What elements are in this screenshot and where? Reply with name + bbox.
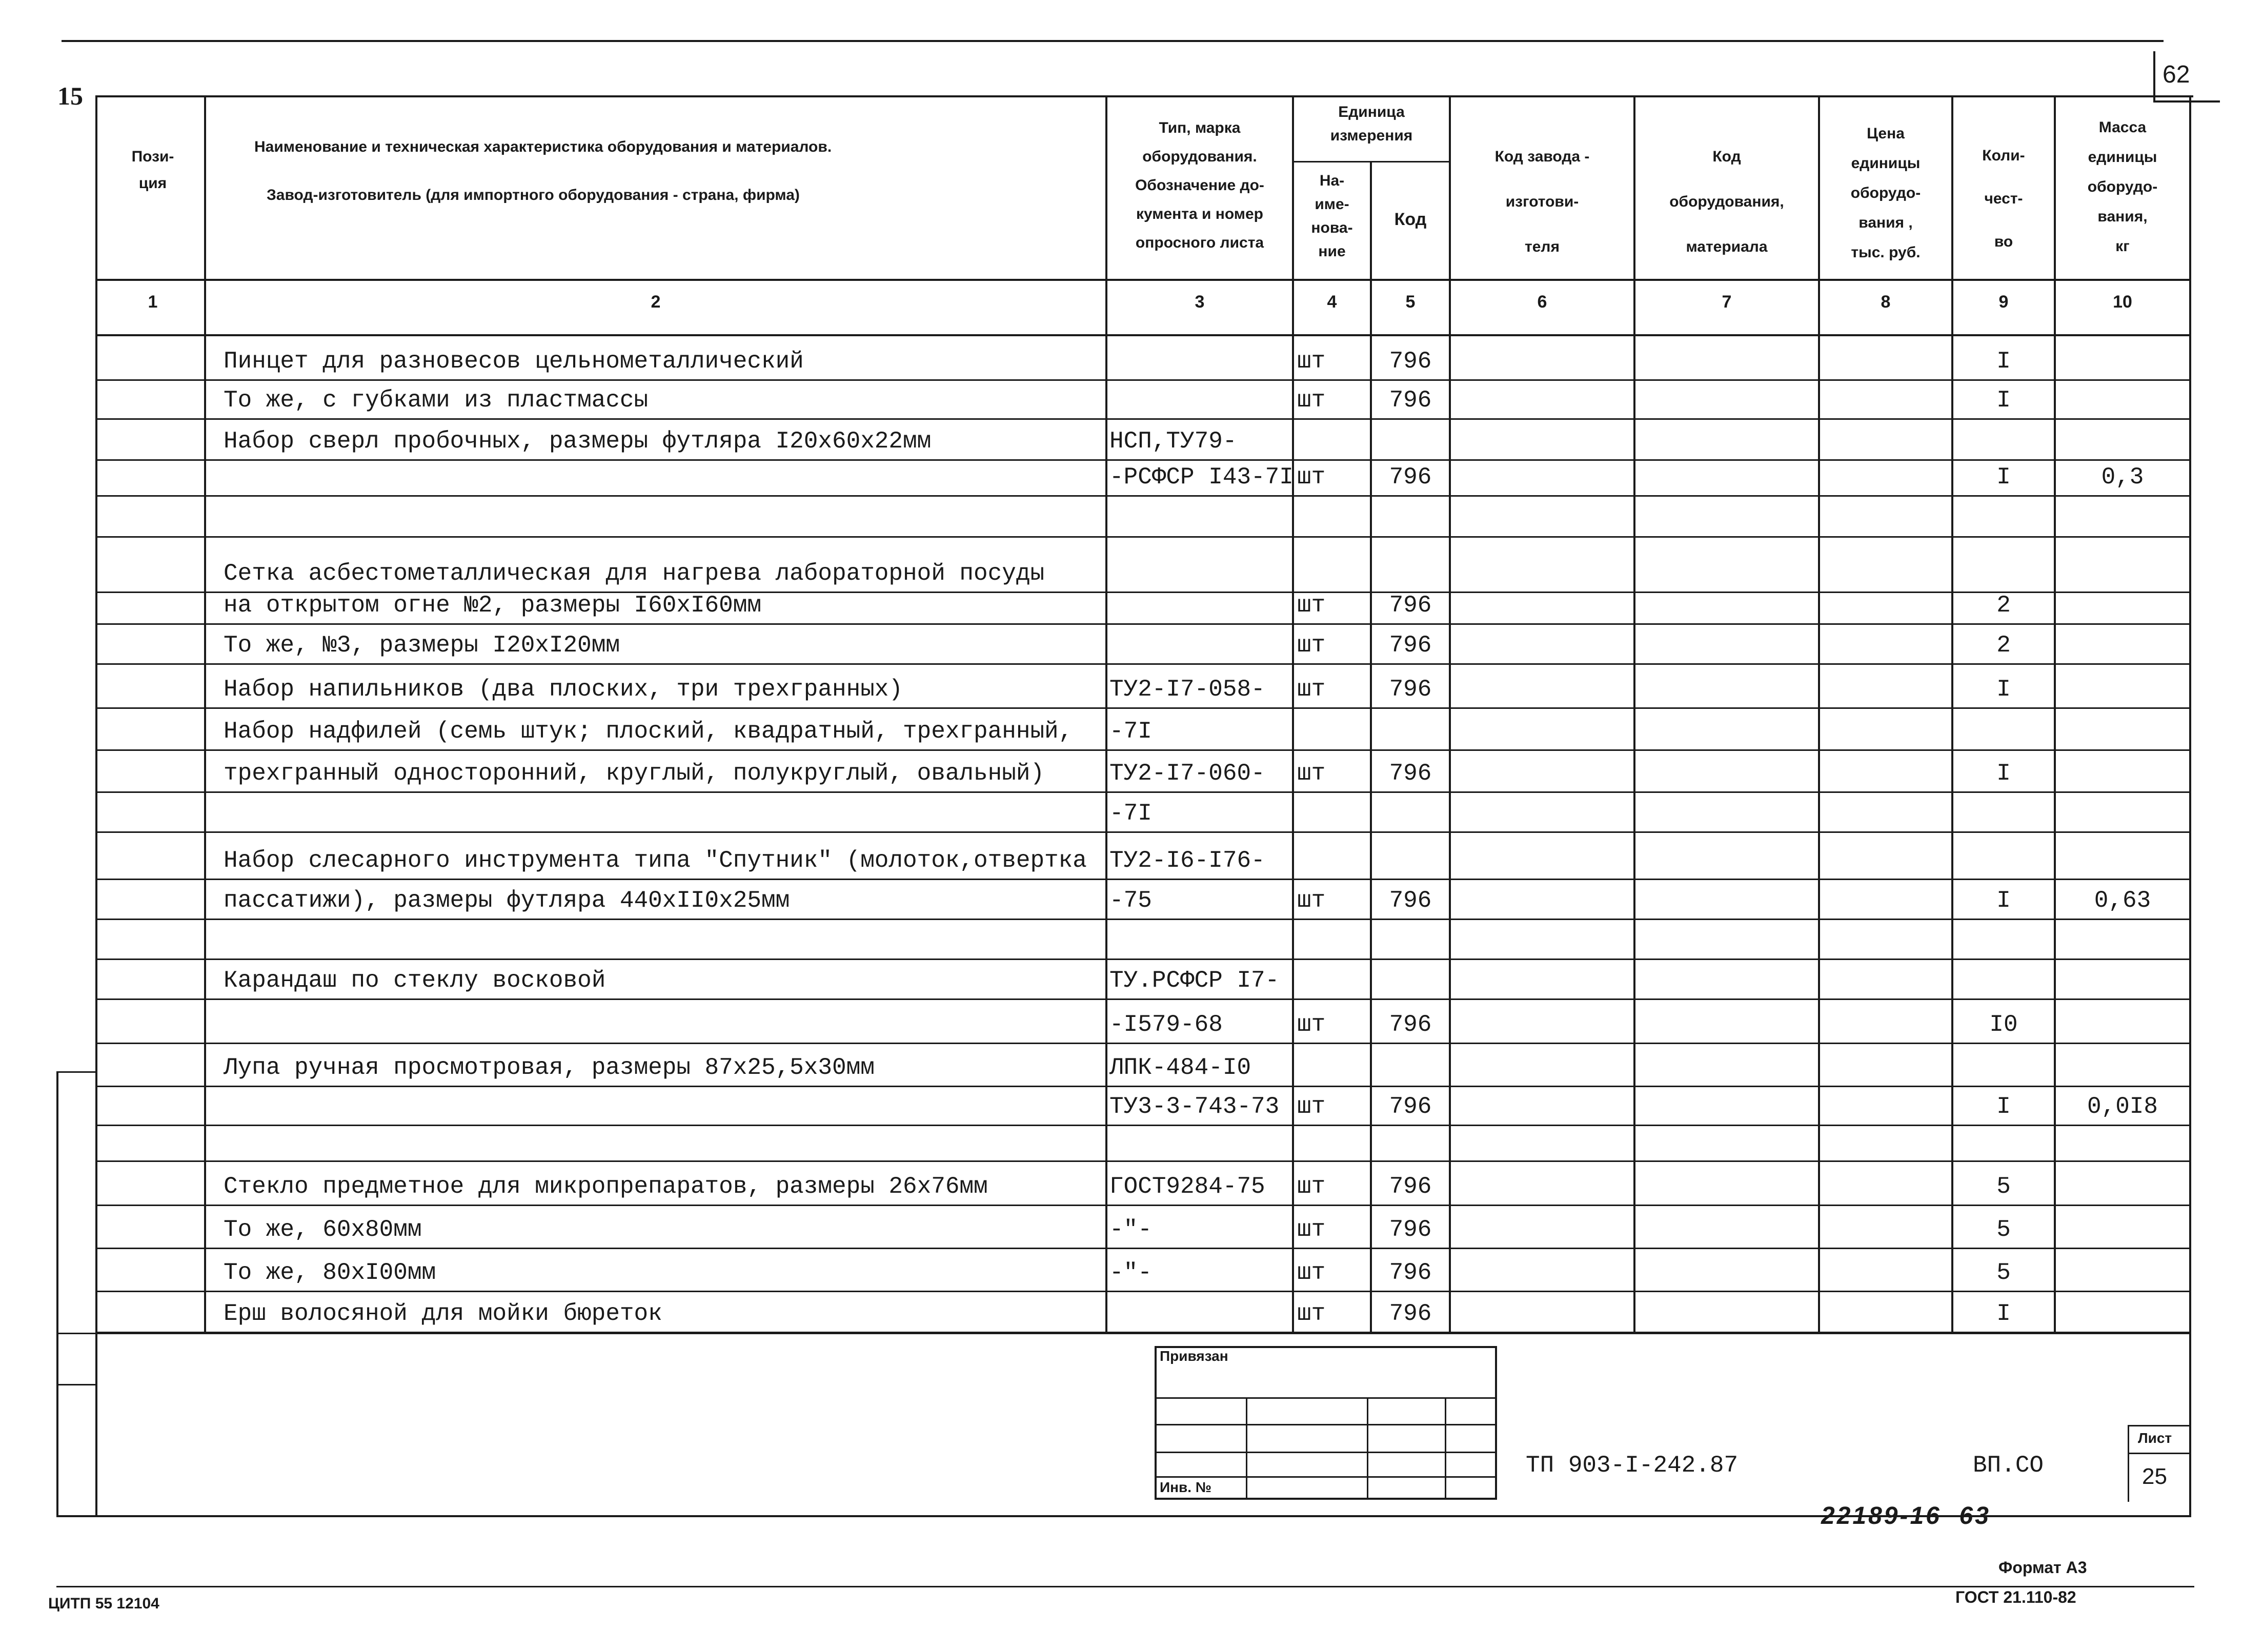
cell-code: 796 xyxy=(1389,676,1432,703)
col-line-6 xyxy=(1633,95,1635,1333)
header-type: Тип, марка оборудования. Обозначение до- кумента и номер опросного листа xyxy=(1135,119,1264,251)
cell-unit: шт xyxy=(1297,387,1326,414)
cell-type: ГОСТ9284-75 xyxy=(1109,1173,1265,1200)
cell-name: То же, №3, размеры I20xI20мм xyxy=(224,632,620,659)
cell-qty: 5 xyxy=(1996,1259,2011,1286)
row-separator xyxy=(96,919,2190,920)
header-factory-code: Код завода - изготови- теля xyxy=(1494,148,1590,255)
cell-type: ТУ2-I6-I76- xyxy=(1109,847,1265,874)
stamp-col-3 xyxy=(1445,1397,1446,1500)
cell-unit: шт xyxy=(1297,760,1326,787)
cell-qty: I xyxy=(1996,676,2011,703)
cell-unit: шт xyxy=(1297,592,1326,619)
cell-name: на открытом огне №2, размеры I60xI60мм xyxy=(224,592,761,619)
col-line-3 xyxy=(1292,95,1294,1333)
row-separator xyxy=(96,1205,2190,1206)
header-mass: Масса единицы оборудо- вания, кг xyxy=(2087,119,2158,255)
cell-code: 796 xyxy=(1389,464,1432,491)
header-price: Цена единицы оборудо- вания , тыс. руб. xyxy=(1850,125,1921,261)
row-separator xyxy=(96,1086,2190,1087)
cell-mass: 0,63 xyxy=(2094,887,2151,914)
cell-unit: шт xyxy=(1297,1093,1326,1120)
header-unit-code: Код xyxy=(1394,210,1427,229)
cell-type: ЛПК-484-I0 xyxy=(1109,1054,1251,1081)
header-bottom xyxy=(96,279,2190,281)
colnum-9: 9 xyxy=(1998,292,2009,312)
cell-unit: шт xyxy=(1297,1173,1326,1200)
cell-name: Стекло предметное для микропрепаратов, размеры 26x76мм xyxy=(224,1173,988,1200)
cell-unit: шт xyxy=(1297,1259,1326,1286)
header-name-line2: Завод-изготовитель (для импортного оборудования - страна, фирма) xyxy=(267,187,800,203)
cell-qty: I xyxy=(1996,387,2011,414)
cell-unit: шт xyxy=(1297,1011,1326,1038)
colnum-8: 8 xyxy=(1881,292,1891,312)
cell-type: -7I xyxy=(1109,800,1152,827)
row-separator xyxy=(96,663,2190,665)
page-number: 62 xyxy=(2163,61,2190,88)
cell-qty: I xyxy=(1996,760,2011,787)
section-code: ВП.СО xyxy=(1973,1452,2044,1479)
cell-name: То же, 60x80мм xyxy=(224,1216,422,1243)
cell-name: Сетка асбестометаллическая для нагрева лабораторной посуды xyxy=(224,560,1045,587)
colnum-5: 5 xyxy=(1405,292,1416,312)
format-label: Формат А3 xyxy=(1998,1558,2087,1577)
colnum-7: 7 xyxy=(1722,292,1732,312)
cell-unit: шт xyxy=(1297,676,1326,703)
row-separator xyxy=(96,791,2190,793)
cell-name: трехгранный односторонний, круглый, полукруглый, овальный) xyxy=(224,760,1045,787)
header-unit-group: Единица измерения xyxy=(1330,104,1413,144)
left-code: ЦИТП 55 12104 xyxy=(48,1595,159,1612)
stamp-area-top xyxy=(96,1333,2190,1334)
cell-mass: 0,3 xyxy=(2101,464,2144,491)
gost-label: ГОСТ 21.110-82 xyxy=(1955,1588,2076,1606)
header-position: Пози- ция xyxy=(131,148,174,192)
colnum-4: 4 xyxy=(1327,292,1337,312)
row-separator xyxy=(96,1125,2190,1126)
page-number-box-left xyxy=(2153,51,2155,103)
sheet-box-top xyxy=(2128,1425,2191,1426)
cell-type: ТУ2-I7-058- xyxy=(1109,676,1265,703)
colnum-3: 3 xyxy=(1195,292,1205,312)
cell-name: Ерш волосяной для мойки бюреток xyxy=(224,1300,662,1327)
row-separator xyxy=(96,1291,2190,1292)
row-separator xyxy=(96,749,2190,751)
row-separator xyxy=(96,831,2190,833)
stamp-col-1 xyxy=(1246,1397,1247,1500)
row-separator xyxy=(96,1160,2190,1162)
cell-mass: 0,0I8 xyxy=(2087,1093,2158,1120)
cell-type: -"- xyxy=(1109,1216,1152,1243)
col-line-9 xyxy=(2054,95,2056,1333)
cell-code: 796 xyxy=(1389,592,1432,619)
footer-line xyxy=(56,1586,2194,1587)
stamp-privyazan: Привязан xyxy=(1160,1348,1228,1364)
cell-unit: шт xyxy=(1297,1300,1326,1327)
cell-qty: 5 xyxy=(1996,1216,2011,1243)
cell-unit: шт xyxy=(1297,887,1326,914)
stamp-inv: Инв. № xyxy=(1160,1479,1212,1495)
cell-type: НСП,ТУ79- xyxy=(1109,428,1237,455)
sheet-number: 25 xyxy=(2142,1464,2167,1489)
row-separator xyxy=(96,1248,2190,1249)
cell-name: Карандаш по стеклу восковой xyxy=(224,967,606,994)
cell-type: ТУ3-3-743-73 xyxy=(1109,1093,1280,1120)
cell-code: 796 xyxy=(1389,1011,1432,1038)
cell-qty: I xyxy=(1996,348,2011,375)
cell-type: -РСФСР I43-7I xyxy=(1109,464,1294,491)
cell-code: 796 xyxy=(1389,1093,1432,1120)
cell-type: ТУ2-I7-060- xyxy=(1109,760,1265,787)
cell-type: ТУ.РСФСР I7- xyxy=(1109,967,1280,994)
cell-qty: I0 xyxy=(1989,1011,2018,1038)
row-separator xyxy=(96,1043,2190,1044)
row-separator xyxy=(96,879,2190,880)
cell-code: 796 xyxy=(1389,1173,1432,1200)
cell-code: 796 xyxy=(1389,887,1432,914)
colnum-2: 2 xyxy=(651,292,661,312)
cell-unit: шт xyxy=(1297,1216,1326,1243)
cell-name: Пинцет для разновесов цельнометаллический xyxy=(224,348,804,375)
cell-type: -I579-68 xyxy=(1109,1011,1223,1038)
colnum-1: 1 xyxy=(148,292,158,312)
cell-name: То же, с губками из пластмассы xyxy=(224,387,649,414)
cell-name: Набор напильников (два плоских, три трехгранных) xyxy=(224,676,903,703)
cell-code: 796 xyxy=(1389,1300,1432,1327)
top-border xyxy=(62,40,2164,42)
col-line-5 xyxy=(1449,95,1451,1333)
cell-name: Лупа ручная просмотровая, размеры 87x25,5x30мм xyxy=(224,1054,875,1081)
cell-name: То же, 80xI00мм xyxy=(224,1259,436,1286)
row-separator xyxy=(96,379,2190,381)
cell-type: -"- xyxy=(1109,1259,1152,1286)
cell-qty: 2 xyxy=(1996,592,2011,619)
cell-type: -7I xyxy=(1109,718,1152,745)
corner-number: 15 xyxy=(57,81,83,110)
cell-code: 796 xyxy=(1389,1216,1432,1243)
cell-code: 796 xyxy=(1389,760,1432,787)
cell-name: Набор надфилей (семь штук; плоский, квадратный, трехгранный, xyxy=(224,718,1073,745)
colnum-bottom xyxy=(96,334,2190,336)
sheet-box-mid xyxy=(2128,1453,2191,1454)
col-line-7 xyxy=(1818,95,1820,1333)
cell-unit: шт xyxy=(1297,632,1326,659)
binding-strip-top xyxy=(56,1071,96,1073)
row-separator xyxy=(96,958,2190,960)
row-separator xyxy=(96,998,2190,1000)
binding-strip-line-2 xyxy=(56,1333,96,1334)
cell-unit: шт xyxy=(1297,464,1326,491)
cell-qty: 2 xyxy=(1996,632,2011,659)
sheet-box-left xyxy=(2128,1425,2129,1502)
row-separator xyxy=(96,623,2190,625)
table-top xyxy=(96,95,2193,97)
col-line-4 xyxy=(1370,161,1372,1333)
header-unit-name: На- име- нова- ние xyxy=(1311,172,1353,260)
handwritten-code: 22189-16 63 xyxy=(1821,1502,1991,1529)
cell-qty: I xyxy=(1996,887,2011,914)
page-number-box-bottom xyxy=(2153,100,2220,103)
cell-type: -75 xyxy=(1109,887,1152,914)
cell-name: Набор слесарного инструмента типа "Спутник" (молоток,отвертка xyxy=(224,847,1087,874)
col-line-2 xyxy=(1105,95,1107,1333)
row-separator xyxy=(96,495,2190,497)
cell-name: Набор сверл пробочных, размеры футляра I20x60x22мм xyxy=(224,428,932,455)
row-separator xyxy=(96,536,2190,538)
frame-left xyxy=(95,95,97,1517)
colnum-10: 10 xyxy=(2113,292,2132,312)
cell-qty: 5 xyxy=(1996,1173,2011,1200)
cell-code: 796 xyxy=(1389,632,1432,659)
cell-name: пассатижи), размеры футляра 440xII0x25мм xyxy=(224,887,790,914)
row-separator xyxy=(96,459,2190,461)
colnum-6: 6 xyxy=(1537,292,1547,312)
cell-code: 796 xyxy=(1389,1259,1432,1286)
cell-code: 796 xyxy=(1389,348,1432,375)
col-line-8 xyxy=(1951,95,1953,1333)
cell-qty: I xyxy=(1996,464,2011,491)
row-separator xyxy=(96,707,2190,709)
sheet-label: Лист xyxy=(2138,1430,2172,1446)
cell-unit: шт xyxy=(1297,348,1326,375)
header-name-line1: Наименование и техническая характеристика оборудования и материалов. xyxy=(254,138,832,155)
header-material-code: Код оборудования, материала xyxy=(1669,148,1784,255)
stamp-col-2 xyxy=(1367,1397,1368,1500)
col-line-1 xyxy=(204,95,206,1333)
header-quantity: Коли- чест- во xyxy=(1982,147,2025,250)
binding-strip-left xyxy=(56,1071,58,1517)
frame-right xyxy=(2189,95,2191,1517)
cell-qty: I xyxy=(1996,1300,2011,1327)
doc-code: ТП 903-I-242.87 xyxy=(1526,1452,1739,1479)
cell-qty: I xyxy=(1996,1093,2011,1120)
cell-code: 796 xyxy=(1389,387,1432,414)
binding-strip-line-1 xyxy=(56,1384,96,1385)
row-separator xyxy=(96,418,2190,420)
